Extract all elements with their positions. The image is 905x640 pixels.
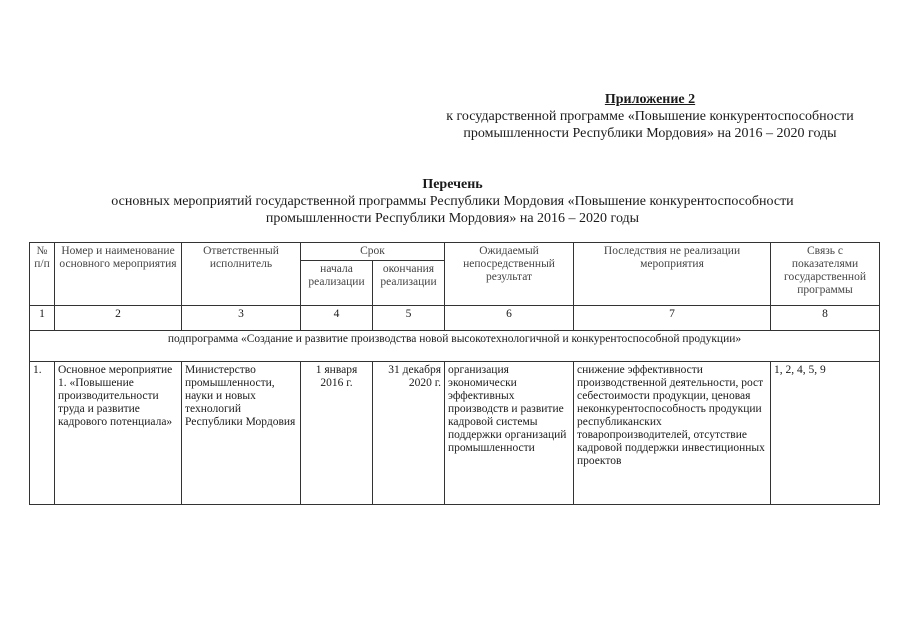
header-link: Связь с показателями государственной программы <box>771 243 880 306</box>
row-name: Основное мероприятие 1. «Повышение производительности труда и развитие кадрового потенциала» <box>55 362 182 505</box>
column-number-row <box>30 306 880 331</box>
header-consequences: Последствия не реализации мероприятия <box>574 243 771 306</box>
column-number: 1 <box>30 306 55 331</box>
table-row <box>30 362 880 505</box>
row-num: 1. <box>30 362 55 505</box>
header-name: Номер и наименование основного мероприятия <box>55 243 182 306</box>
header-end: окончания реализации <box>373 261 445 306</box>
row-result: организация экономически эффективных производств и развитие кадровой системы поддержки организаций промышленности <box>445 362 574 505</box>
title-line-2: промышленности Республики Мордовия» на 2016 – 2020 годы <box>265 211 640 226</box>
subprogram-row <box>30 331 880 362</box>
column-number: 7 <box>574 306 771 331</box>
header-start: начала реализации <box>301 261 373 306</box>
measures-table <box>29 242 880 505</box>
header-responsible: Ответственный исполнитель <box>182 243 301 306</box>
row-end: 31 декабря 2020 г. <box>373 362 445 505</box>
appendix-block <box>400 91 900 142</box>
column-number: 6 <box>445 306 574 331</box>
column-number: 2 <box>55 306 182 331</box>
subprogram-title: подпрограмма «Создание и развитие производства новой высокотехнологичной и конкурентоспособной продукции» <box>30 331 880 362</box>
row-responsible: Министерство промышленности, науки и новых технологий Республики Мордовия <box>182 362 301 505</box>
document-title <box>40 176 865 227</box>
row-consequences: снижение эффективности производственной деятельности, рост себестоимости продукции, ценовая неконкурентоспособность продукции республиканских товаропроизводителей, отсутствие кадровой поддержки инвестиционных проектов <box>574 362 771 505</box>
column-number: 5 <box>373 306 445 331</box>
appendix-line-1: к государственной программе «Повышение конкурентоспособности <box>446 109 854 124</box>
column-number: 8 <box>771 306 880 331</box>
row-link: 1, 2, 4, 5, 9 <box>771 362 880 505</box>
table-header-row <box>30 243 880 261</box>
appendix-line-2: промышленности Республики Мордовия» на 2016 – 2020 годы <box>463 126 837 141</box>
appendix-label: Приложение 2 <box>604 92 696 107</box>
title-heading: Перечень <box>422 177 483 192</box>
header-term: Срок <box>301 243 445 261</box>
header-result: Ожидаемый непосредственный результат <box>445 243 574 306</box>
title-line-1: основных мероприятий государственной программы Республики Мордовия «Повышение конкурентоспособности <box>111 194 794 209</box>
column-number: 3 <box>182 306 301 331</box>
column-number: 4 <box>301 306 373 331</box>
row-start: 1 января 2016 г. <box>301 362 373 505</box>
header-num: № п/п <box>30 243 55 306</box>
